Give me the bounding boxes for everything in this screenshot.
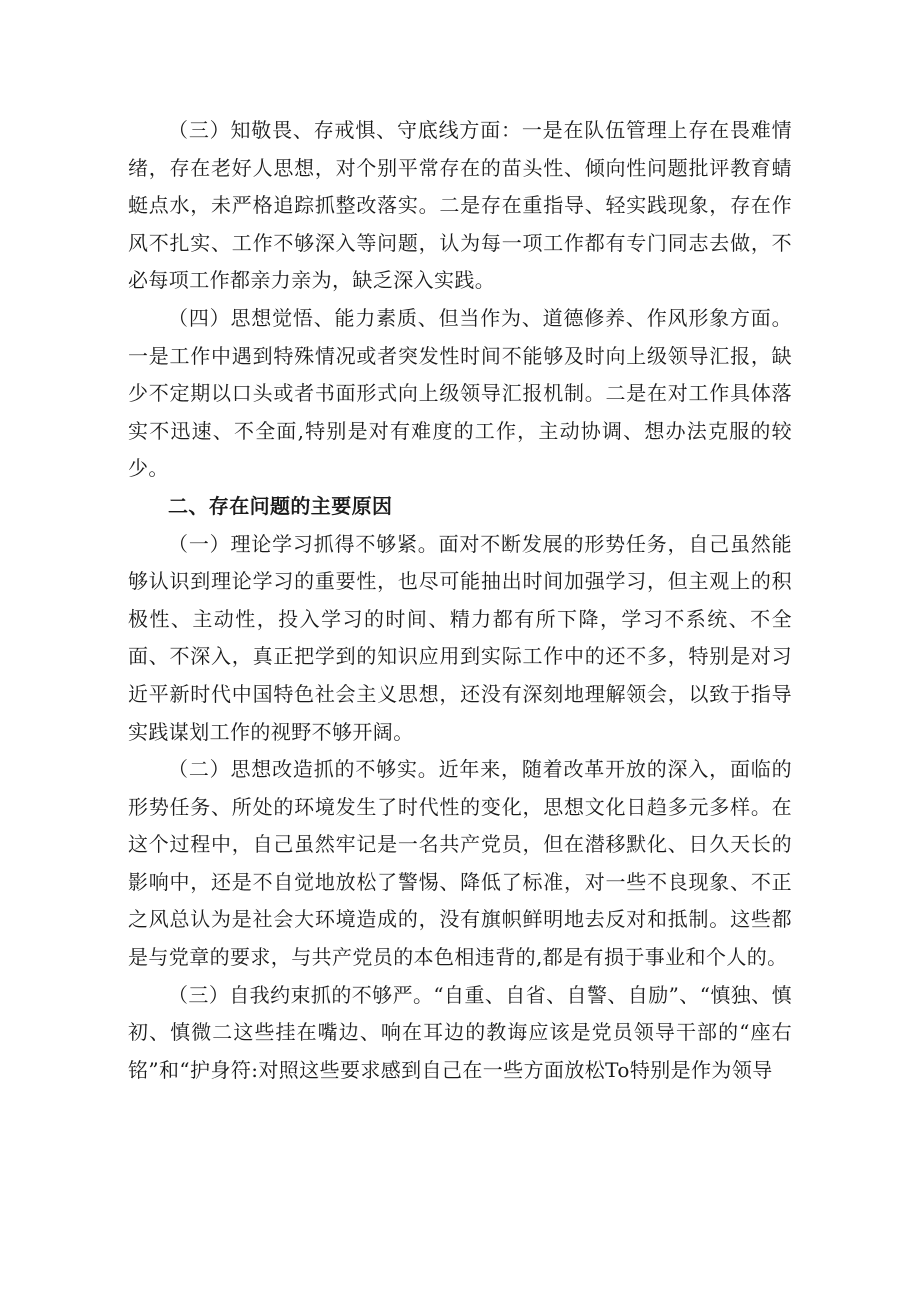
paragraph-3-self-discipline: （三）自我约束抓的不够严。“自重、自省、自警、自励”、“慎独、慎初、慎微二这些挂在嘴边、响在耳边的教诲应该是党员领导干部的“座右铭”和“护身符:对照这些要求感到自己在一些方面放松To特别是作为领导 xyxy=(128,982,792,1082)
section-heading-main-causes: 二、存在问题的主要原因 xyxy=(168,493,393,518)
paragraph-3-knowing-awe: （三）知敬畏、存戒惧、守底线方面：一是在队伍管理上存在畏难情绪，存在老好人思想，对个别平常存在的苗头性、倾向性问题批评教育蜻蜓点水，未严格追踪抓整改落实。二是存在重指导、轻实践现象，存在作风不扎实、工作不够深入等问题，认为每一项工作都有专门同志去做，不必每项工作都亲力亲为，缺乏深入实践。 xyxy=(128,118,792,293)
document-page xyxy=(128,112,792,1089)
paragraph-2-ideological-reform: （二）思想改造抓的不够实。近年来，随着改革开放的深入，面临的形势任务、所处的环境发生了时代性的变化，思想文化日趋多元多样。在这个过程中，自己虽然牢记是一名共产党员，但在潜移默化、日久天长的影响中，还是不自觉地放松了警惕、降低了标准，对一些不良现象、不正之风总认为是社会大环境造成的，没有旗帜鲜明地去反对和抵制。这些都是与党章的要求，与共产党员的本色相违背的,都是有损于事业和个人的。 xyxy=(128,757,792,970)
paragraph-1-theory-study: （一）理论学习抓得不够紧。面对不断发展的形势任务，自己虽然能够认识到理论学习的重要性，也尽可能抽出时间加强学习，但主观上的积极性、主动性，投入学习的时间、精力都有所下降，学习不系统、不全面、不深入，真正把学到的知识应用到实际工作中的还不多，特别是对习近平新时代中国特色社会主义思想，还没有深刻地理解领会，以致于指导实践谋划工作的视野不够开阔。 xyxy=(128,531,792,744)
paragraph-4-ideological-awareness: （四）思想觉悟、能力素质、但当作为、道德修养、作风形象方面。一是工作中遇到特殊情况或者突发性时间不能够及时向上级领导汇报，缺少不定期以口头或者书面形式向上级领导汇报机制。二是在对工作具体落实不迅速、不全面,特别是对有难度的工作，主动协调、想办法克服的较少。 xyxy=(128,305,792,481)
